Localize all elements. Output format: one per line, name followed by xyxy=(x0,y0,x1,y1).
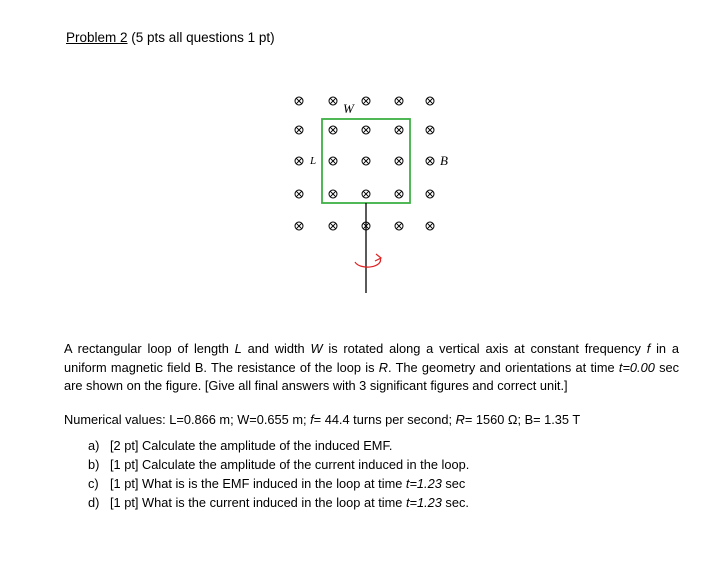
question-text: sec xyxy=(441,476,466,491)
field-into-page-icon xyxy=(395,222,403,230)
problem-number: Problem 2 xyxy=(66,30,128,45)
question-text: What is is the EMF induced in the loop at time xyxy=(138,476,406,491)
field-into-page-icon xyxy=(395,126,403,134)
field-into-page-icon xyxy=(295,222,303,230)
question-text: Calculate the amplitude of the induced EMF. xyxy=(138,438,393,453)
question-time: t=1.23 xyxy=(405,495,442,510)
desc-text: A rectangular loop of length xyxy=(64,341,235,356)
field-into-page-icon xyxy=(295,97,303,105)
field-into-page-icon xyxy=(395,97,403,105)
desc-text: in a uniform magnetic field B. The resistance of the loop is xyxy=(64,341,679,375)
values-text: = 44.4 turns per second; xyxy=(313,412,456,427)
problem-points: (5 pts all questions 1 pt) xyxy=(131,30,275,45)
question-label: c) xyxy=(88,476,99,491)
question-label: b) xyxy=(88,457,100,472)
question-label: a) xyxy=(88,438,100,453)
field-into-page-icon xyxy=(426,190,434,198)
desc-text: . The geometry and orientations at time xyxy=(388,359,619,375)
field-into-page-icon xyxy=(329,126,337,134)
question-label: d) xyxy=(88,495,100,510)
field-into-page-icon xyxy=(426,126,434,134)
field-into-page-icon xyxy=(295,157,303,165)
desc-symbol: W xyxy=(310,341,323,356)
question-text: sec. xyxy=(441,495,469,510)
question-list xyxy=(88,436,688,512)
field-into-page-icon xyxy=(362,126,370,134)
values-text: Numerical values: L=0.866 m; W=0.655 m; xyxy=(64,412,311,427)
length-label: L xyxy=(310,155,317,167)
field-into-page-icon xyxy=(295,190,303,198)
field-into-page-icon xyxy=(329,190,337,198)
question-points: [1 pt] xyxy=(110,476,139,491)
question-points: [1 pt] xyxy=(110,457,139,472)
field-into-page-icon xyxy=(329,222,337,230)
width-label: W xyxy=(343,101,354,116)
desc-symbol: t=0.00 xyxy=(618,359,655,375)
field-label: B xyxy=(440,153,448,168)
problem-description xyxy=(64,340,679,396)
resistance-symbol: R xyxy=(455,412,465,427)
rotation-arrow xyxy=(355,258,381,267)
field-into-page-icon xyxy=(362,157,370,165)
question-points: [2 pt] xyxy=(110,438,139,453)
desc-text: sec are shown on the figure. [Give all final answers with 3 significant figures and correct unit.] xyxy=(64,359,679,393)
question-item xyxy=(88,493,688,512)
question-item xyxy=(88,455,688,474)
frequency-symbol: f xyxy=(310,412,314,427)
desc-symbol: f xyxy=(646,341,651,356)
field-into-page-icon xyxy=(426,157,434,165)
values-text: = 1560 Ω; B= 1.35 T xyxy=(464,412,581,427)
field-into-page-icon xyxy=(295,126,303,134)
question-item xyxy=(88,436,688,455)
field-into-page-icon xyxy=(426,222,434,230)
field-into-page-icon xyxy=(329,157,337,165)
desc-symbol: R xyxy=(378,359,389,375)
field-into-page-icon xyxy=(329,97,337,105)
desc-symbol: L xyxy=(234,341,242,356)
field-into-page-icon xyxy=(362,97,370,105)
desc-text: is rotated along a vertical axis at constant frequency xyxy=(322,341,647,356)
question-text: Calculate the amplitude of the current induced in the loop. xyxy=(138,457,470,472)
numerical-values xyxy=(64,411,684,429)
question-item xyxy=(88,474,688,493)
field-into-page-icon xyxy=(426,97,434,105)
field-into-page-icon xyxy=(395,190,403,198)
question-time: t=1.23 xyxy=(405,476,442,491)
field-into-page-icon xyxy=(362,190,370,198)
field-into-page-icon xyxy=(395,157,403,165)
question-text: What is the current induced in the loop at time xyxy=(138,495,406,510)
desc-text: and width xyxy=(241,341,311,356)
question-points: [1 pt] xyxy=(110,495,139,510)
